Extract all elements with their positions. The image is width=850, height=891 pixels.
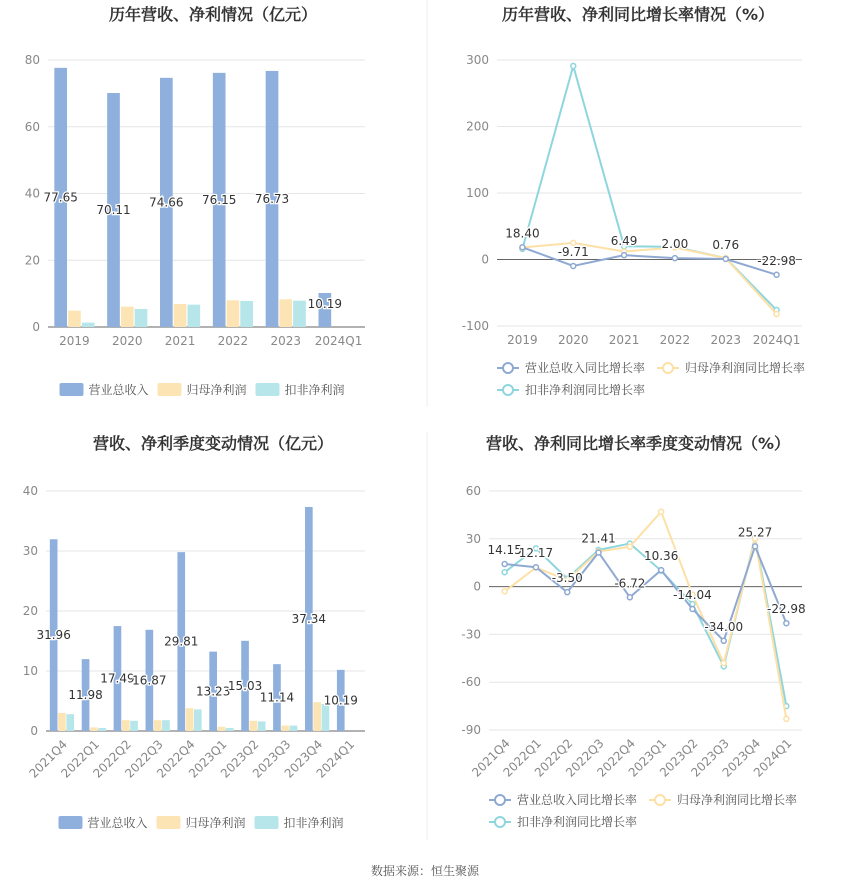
data-label: 37.34 bbox=[291, 611, 327, 626]
point-1-2024Q1 bbox=[774, 272, 779, 277]
bar-2-2023 bbox=[279, 299, 292, 327]
chart-title: 历年营收、净利情况（亿元） bbox=[108, 5, 318, 24]
data-label: 77.65 bbox=[43, 190, 78, 205]
x-tick-label: 2022 bbox=[217, 334, 249, 348]
data-label: 14.15 bbox=[487, 543, 522, 558]
legend-swatch bbox=[255, 816, 279, 829]
legend-label: 营业总收入同比增长率 bbox=[517, 793, 638, 807]
y-tick-label: 30 bbox=[465, 531, 481, 546]
point-1-2023Q3 bbox=[721, 638, 726, 643]
data-label: 18.40 bbox=[505, 226, 540, 241]
bar-3-2022 bbox=[240, 301, 253, 327]
data-label: -22.98 bbox=[767, 602, 806, 617]
x-tick-label: 2019 bbox=[507, 333, 538, 347]
data-label: 25.27 bbox=[737, 525, 773, 540]
bar-3-2023Q3 bbox=[290, 726, 298, 731]
data-label: -9.71 bbox=[557, 244, 589, 259]
bar-2-2021 bbox=[174, 304, 187, 327]
legend-label: 营业总收入 bbox=[87, 816, 148, 830]
data-label: 12.17 bbox=[518, 546, 554, 561]
x-tick-label: 2022Q1 bbox=[58, 737, 102, 781]
point-2-2022Q4 bbox=[627, 544, 632, 549]
x-tick-label: 2022Q2 bbox=[90, 737, 134, 781]
data-label: 10.19 bbox=[323, 693, 358, 708]
y-tick-label: 10 bbox=[22, 664, 38, 678]
x-tick-label: 2020 bbox=[111, 334, 143, 348]
bar-2-2023Q1 bbox=[218, 727, 226, 731]
point-1-2022 bbox=[672, 256, 677, 261]
data-label: 10.19 bbox=[307, 296, 343, 311]
point-1-2022Q2 bbox=[565, 590, 570, 595]
x-tick-label: 2022Q4 bbox=[154, 737, 198, 781]
data-label: -34.00 bbox=[704, 619, 744, 634]
bar-2-2022Q1 bbox=[90, 727, 98, 731]
y-tick-label: 0 bbox=[481, 252, 489, 267]
y-tick-label: 30 bbox=[22, 544, 38, 558]
y-tick-label: 0 bbox=[32, 320, 40, 334]
legend-swatch bbox=[59, 816, 83, 829]
chart-2 bbox=[462, 5, 805, 397]
data-label: 74.66 bbox=[149, 195, 184, 210]
y-tick-label: 60 bbox=[24, 119, 40, 134]
legend-label: 归母净利润 bbox=[185, 816, 246, 830]
series-line-2 bbox=[505, 512, 787, 719]
y-tick-label: 300 bbox=[466, 53, 489, 67]
x-tick-label: 2022Q3 bbox=[563, 736, 607, 780]
x-tick-label: 2022Q2 bbox=[531, 736, 576, 780]
point-2-2023Q1 bbox=[659, 509, 664, 514]
x-tick-label: 2024Q1 bbox=[750, 736, 795, 780]
legend-label: 营业总收入 bbox=[88, 383, 149, 397]
data-label: 76.73 bbox=[254, 191, 290, 206]
bar-3-2021 bbox=[187, 305, 200, 327]
point-1-2023 bbox=[723, 256, 728, 261]
bar-3-2022Q4 bbox=[194, 709, 202, 731]
bar-3-2022Q2 bbox=[130, 721, 138, 731]
y-tick-label: 40 bbox=[24, 186, 40, 201]
legend-label: 扣非净利润 bbox=[283, 816, 344, 830]
data-label: 16.87 bbox=[132, 673, 167, 688]
y-tick-label: -90 bbox=[461, 723, 481, 737]
x-tick-label: 2023Q1 bbox=[625, 736, 670, 780]
data-label: 21.41 bbox=[581, 531, 616, 546]
chart-3 bbox=[23, 434, 365, 830]
x-tick-label: 2024Q1 bbox=[313, 737, 358, 781]
x-tick-label: 2024Q1 bbox=[314, 334, 363, 348]
data-label: 6.49 bbox=[610, 234, 638, 249]
legend-label: 扣非净利润同比增长率 bbox=[517, 815, 638, 829]
bar-2-2022Q2 bbox=[122, 720, 130, 731]
data-label: 31.96 bbox=[36, 628, 71, 643]
x-tick-label: 2019 bbox=[59, 334, 90, 348]
x-tick-label: 2021Q4 bbox=[469, 736, 513, 780]
data-label: -3.50 bbox=[551, 571, 583, 586]
data-label: 70.11 bbox=[96, 203, 131, 218]
x-tick-label: 2021 bbox=[608, 333, 640, 347]
bar-2-2023Q3 bbox=[281, 726, 289, 731]
point-1-2023Q1 bbox=[659, 568, 664, 573]
chart-1 bbox=[25, 5, 365, 397]
bar-3-2022Q3 bbox=[162, 720, 170, 731]
y-tick-label: 100 bbox=[466, 186, 489, 200]
x-tick-label: 2022Q1 bbox=[500, 736, 545, 780]
x-tick-label: 2023 bbox=[710, 333, 742, 347]
legend-label: 扣非净利润同比增长率 bbox=[525, 383, 646, 397]
bar-2-2019 bbox=[68, 311, 81, 327]
chart-title: 历年营收、净利同比增长率情况（%） bbox=[501, 5, 775, 24]
point-2-2024Q1 bbox=[774, 312, 779, 317]
bar-2-2022 bbox=[227, 300, 240, 327]
legend-label: 归母净利润同比增长率 bbox=[677, 793, 798, 807]
bar-3-2023Q4 bbox=[322, 704, 330, 731]
x-tick-label: 2023Q2 bbox=[656, 736, 701, 780]
legend-swatch bbox=[157, 816, 181, 829]
bar-3-2023Q1 bbox=[226, 728, 234, 731]
data-source-note: 数据来源：恒生聚源 bbox=[370, 864, 479, 878]
legend-marker bbox=[503, 363, 513, 373]
bar-2-2022Q4 bbox=[186, 708, 194, 731]
y-tick-label: 0 bbox=[30, 724, 38, 738]
point-3-2020 bbox=[571, 63, 576, 68]
point-1-2021Q4 bbox=[502, 562, 507, 567]
point-1-2022Q1 bbox=[533, 565, 538, 570]
legend-swatch bbox=[256, 383, 280, 396]
x-tick-label: 2022 bbox=[659, 333, 691, 347]
point-2-2024Q1 bbox=[784, 716, 789, 721]
data-label: -6.72 bbox=[614, 576, 646, 591]
y-tick-label: -100 bbox=[461, 319, 489, 333]
point-2-2021Q4 bbox=[502, 589, 507, 594]
point-1-2022Q4 bbox=[627, 595, 632, 600]
legend-marker bbox=[663, 363, 673, 373]
bar-2-2021Q4 bbox=[58, 713, 66, 731]
point-1-2023Q2 bbox=[690, 606, 695, 611]
bar-2-2023Q4 bbox=[313, 702, 321, 731]
y-tick-label: 0 bbox=[473, 579, 481, 594]
y-tick-label: 200 bbox=[466, 119, 489, 134]
bar-3-2023Q2 bbox=[258, 721, 266, 731]
x-tick-label: 2020 bbox=[557, 333, 589, 347]
data-label: 0.76 bbox=[712, 237, 740, 252]
point-1-2022Q3 bbox=[596, 550, 601, 555]
legend-marker bbox=[503, 385, 513, 395]
legend-label: 营业总收入同比增长率 bbox=[525, 361, 646, 375]
bar-2-2022Q3 bbox=[154, 720, 162, 731]
x-tick-label: 2021Q4 bbox=[26, 737, 71, 781]
bar-3-2019 bbox=[82, 323, 95, 327]
legend-swatch bbox=[60, 383, 84, 396]
x-tick-label: 2023Q4 bbox=[719, 736, 764, 780]
legend-label: 扣非净利润 bbox=[284, 383, 345, 397]
point-2-2023Q3 bbox=[721, 661, 726, 666]
y-tick-label: 20 bbox=[24, 253, 40, 268]
y-tick-label: 40 bbox=[22, 484, 38, 498]
x-tick-label: 2023Q3 bbox=[688, 736, 732, 780]
data-label: -22.98 bbox=[757, 253, 796, 268]
legend-marker bbox=[495, 817, 505, 827]
bar-3-2022Q1 bbox=[98, 728, 106, 731]
legend-label: 归母净利润同比增长率 bbox=[685, 361, 806, 375]
chart-title: 营收、净利季度变动情况（亿元） bbox=[92, 434, 334, 453]
x-tick-label: 2023Q4 bbox=[281, 737, 326, 781]
data-label: 17.49 bbox=[100, 671, 135, 686]
data-label: 29.81 bbox=[164, 634, 199, 649]
y-tick-label: 20 bbox=[22, 604, 38, 618]
bar-3-2020 bbox=[135, 309, 148, 327]
point-1-2021 bbox=[622, 253, 627, 258]
x-tick-label: 2024Q1 bbox=[752, 333, 801, 347]
x-tick-label: 2021 bbox=[164, 334, 196, 348]
bar-3-2021Q4 bbox=[66, 714, 74, 731]
x-tick-label: 2023Q1 bbox=[185, 737, 230, 781]
data-label: 11.14 bbox=[259, 690, 295, 705]
bar-3-2023 bbox=[293, 301, 306, 327]
data-label: 10.36 bbox=[643, 549, 679, 564]
data-label: 11.98 bbox=[68, 688, 103, 703]
x-tick-label: 2023Q3 bbox=[249, 737, 294, 781]
point-1-2020 bbox=[571, 263, 576, 268]
legend-label: 归母净利润 bbox=[186, 383, 247, 397]
point-1-2023Q4 bbox=[753, 544, 758, 549]
data-label: 15.03 bbox=[227, 678, 263, 693]
x-tick-label: 2023Q2 bbox=[217, 737, 262, 781]
x-tick-label: 2023 bbox=[270, 334, 302, 348]
point-1-2019 bbox=[520, 245, 525, 250]
data-label: 2.00 bbox=[661, 237, 689, 252]
legend-swatch bbox=[158, 383, 182, 396]
y-tick-label: 60 bbox=[465, 484, 481, 498]
y-tick-label: 80 bbox=[24, 53, 40, 67]
data-label: 13.23 bbox=[195, 684, 231, 699]
bar-2-2023Q2 bbox=[250, 721, 258, 731]
x-tick-label: 2022Q4 bbox=[594, 736, 638, 780]
point-3-2021Q4 bbox=[502, 570, 507, 575]
y-tick-label: -30 bbox=[461, 627, 481, 642]
data-label: 76.15 bbox=[202, 192, 237, 207]
chart-4 bbox=[461, 434, 805, 829]
y-tick-label: -60 bbox=[461, 675, 481, 690]
x-tick-label: 2022Q3 bbox=[122, 737, 166, 781]
chart-title: 营收、净利同比增长率季度变动情况（%） bbox=[485, 434, 791, 453]
legend-marker bbox=[495, 795, 505, 805]
point-1-2024Q1 bbox=[784, 621, 789, 626]
data-label: -14.04 bbox=[673, 587, 712, 602]
bar-2-2020 bbox=[121, 307, 134, 327]
legend-marker bbox=[655, 795, 665, 805]
